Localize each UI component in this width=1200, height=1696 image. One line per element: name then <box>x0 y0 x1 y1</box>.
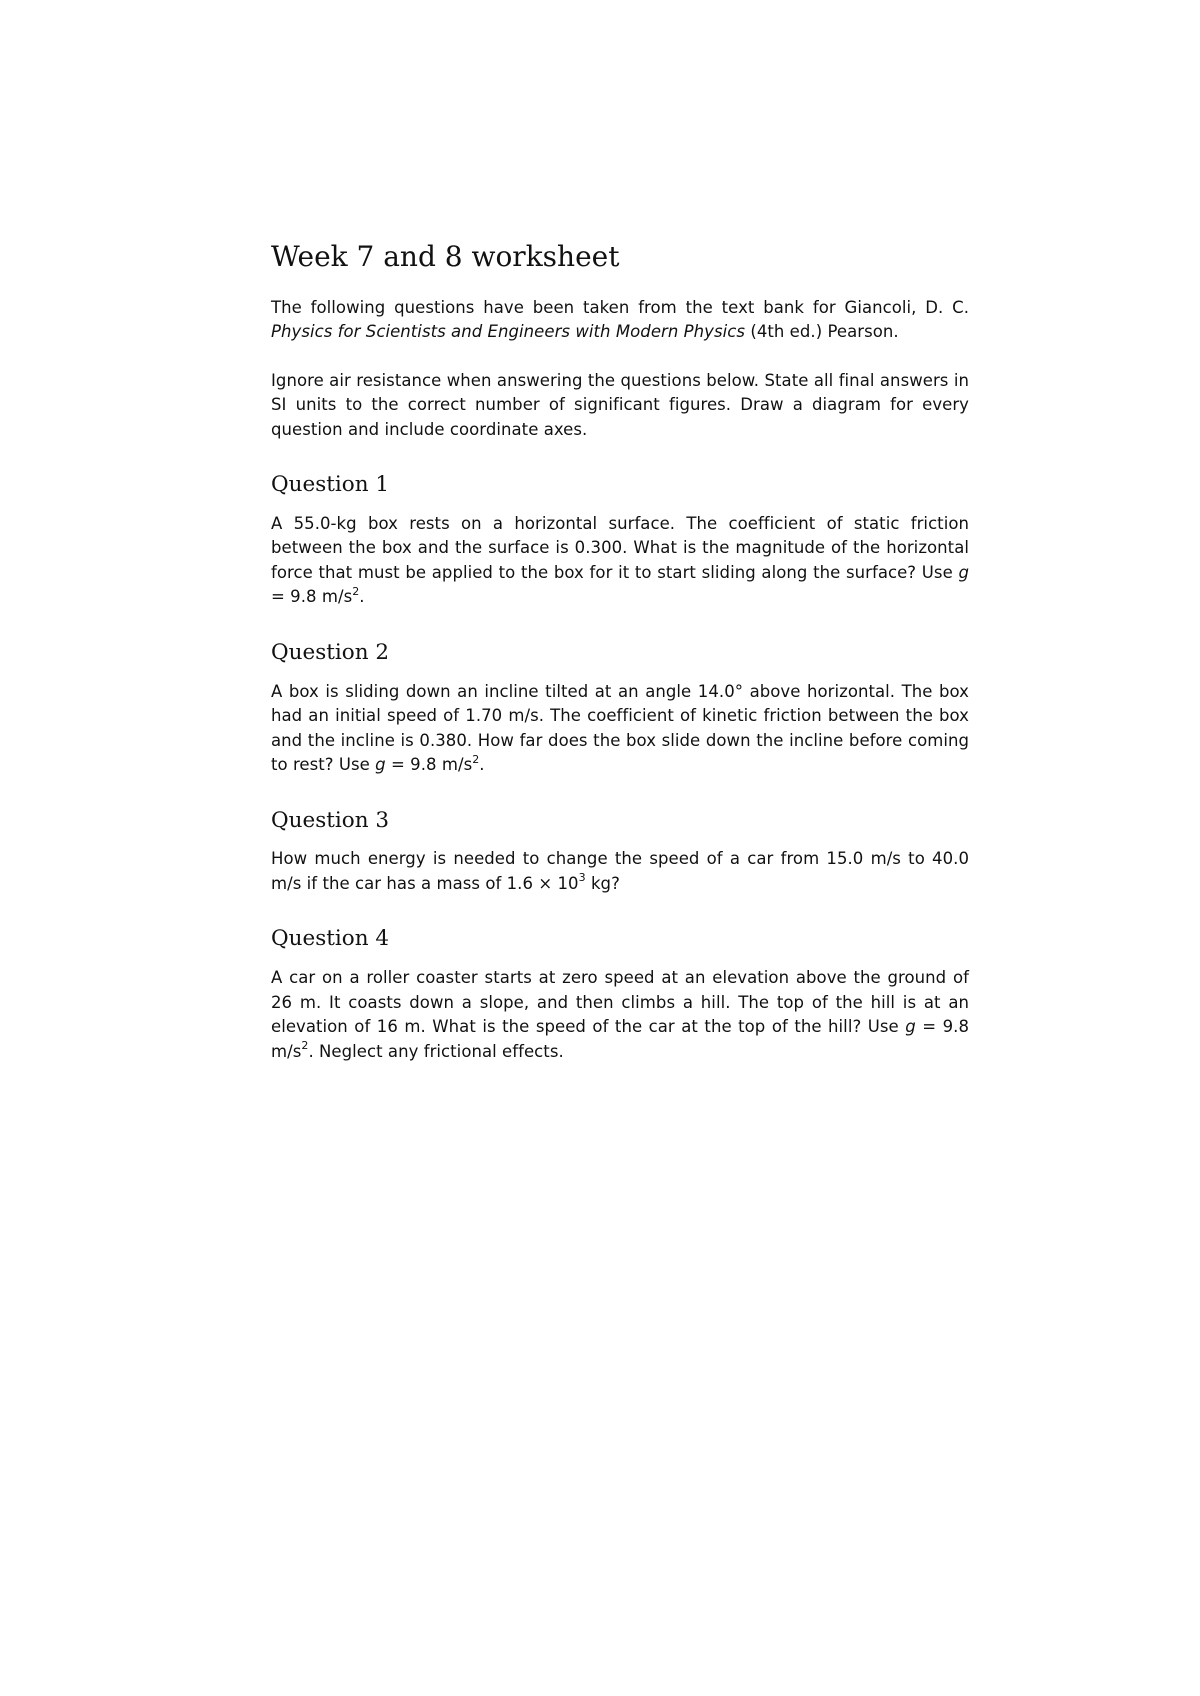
question-2-text: A box is sliding down an incline tilted at an angle 14.0° above horizontal. The box had an initial speed of 1.70 m/s. The coefficient of kinetic friction between the box and the incline is 0.380. How far does the box slide down the incline before coming to rest? Use g = 9.8 $m/s^2$. <box>271 681 969 775</box>
instructions-paragraph: Ignore air resistance when answering the questions below. State all final answers in SI units to the correct number of significant figures. Draw a diagram for every question and include coordinate axes. <box>271 370 969 439</box>
question-4-text: A car on a roller coaster starts at zero speed at an elevation above the ground of 26 m. It coasts down a slope, and then climbs a hill. The top of the hill is at an elevation of 16 m. What is the speed of the car at the top of the hill? Use g = 9.8 $m/s^2$. Neglect any frictional effects. <box>271 968 969 1061</box>
intro-line: The following questions have been taken from the text bank for Giancoli, D. C. <box>271 297 969 317</box>
question-1-heading: Question 1 <box>271 472 390 498</box>
worksheet-page <box>271 240 969 1064</box>
page-title: Week 7 and 8 worksheet <box>271 240 620 273</box>
intro-paragraph <box>271 296 969 345</box>
question-1-text: A 55.0-kg box rests on a horizontal surface. The coefficient of static friction between the box and the surface is 0.300. What is the magnitude of the horizontal force that must be applied to the box for it to start sliding along the surface? Use g = 9.8 $m/s^2$. <box>271 513 969 607</box>
book-edition: (4th ed.) Pearson. <box>745 322 899 342</box>
book-title: Physics for Scientists and Engineers with Modern Physics <box>271 322 746 342</box>
question-3-text: How much energy is needed to change the speed of a car from 15.0 m/s to 40.0 m/s if the car has a mass of $1.6 \times 10^3$ kg? <box>271 849 969 893</box>
question-2-heading: Question 2 <box>271 639 390 665</box>
question-3-heading: Question 3 <box>271 807 390 833</box>
question-4-heading: Question 4 <box>271 926 390 952</box>
